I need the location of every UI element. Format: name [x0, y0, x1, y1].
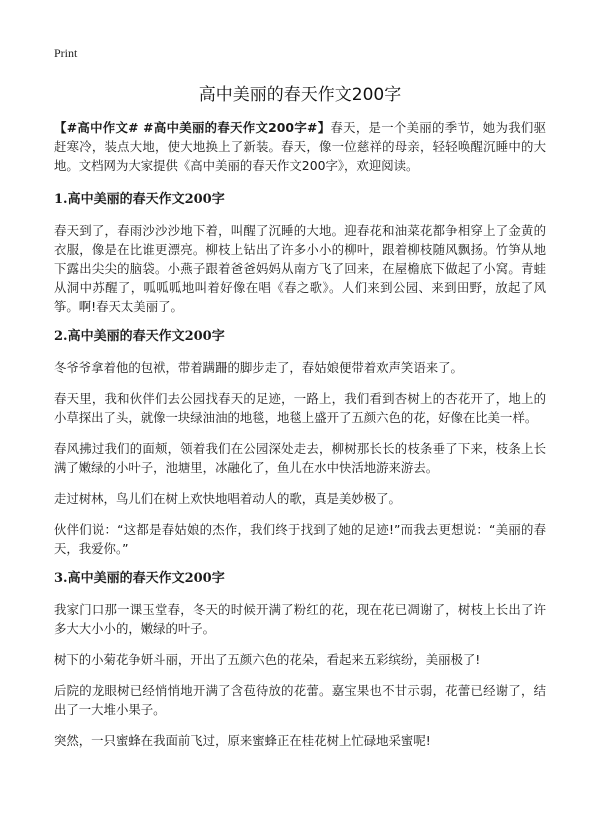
- section-heading: 1.高中美丽的春天作文200字: [54, 192, 225, 207]
- paragraph: 树下的小菊花争妍斗丽，开出了五颜六色的花朵，看起来五彩缤纷，美丽极了!: [54, 652, 481, 667]
- section-heading: 3.高中美丽的春天作文200字: [54, 571, 225, 586]
- paragraph: 走过树林，鸟儿们在树上欢快地唱着动人的歌，真是美妙极了。: [54, 491, 401, 506]
- intro-text: 春天，是一个美丽的季节，她为我们驱赶寒冷，装点大地，使大地换上了新装。春天，像一位慈祥的母亲，轻轻唤醒沉睡中的大地。文档网为大家提供《高中美丽的春天作文200字》，欢迎阅读。: [54, 120, 546, 173]
- intro-tag: 【#高中作文# #高中美丽的春天作文200字#】: [54, 120, 331, 135]
- print-link[interactable]: Print: [54, 46, 78, 60]
- paragraph: 我家门口那一课玉堂春，冬天的时候开满了粉红的花，现在花已凋谢了，树枝上长出了许多大大小小的，嫩绿的叶子。: [54, 602, 546, 636]
- paragraph: 后院的龙眼树已经悄悄地开满了含苞待放的花蕾。嘉宝果也不甘示弱，花蕾已经谢了，结出了一大堆小果子。: [54, 683, 546, 717]
- paragraph: 春天到了，春雨沙沙沙地下着，叫醒了沉睡的大地。迎春花和油菜花都争相穿上了金黄的衣服，像是在比谁更漂亮。柳枝上钻出了许多小小的柳叶，跟着柳枝随风飘扬。竹笋从地下露出尖尖的脑袋。小燕子跟着爸爸妈妈从南方飞了回来，在屋檐底下做起了小窝。青蛙从洞中苏醒了，呱呱呱地叫着好像在唱《春之歌》。人们来到公园、来到田野，放起了风筝。啊!春天太美丽了。: [54, 223, 546, 314]
- section-3: [54, 570, 546, 750]
- page-title: 高中美丽的春天作文200字: [198, 85, 402, 105]
- paragraph: 春风拂过我们的面颊，领着我们在公园深处走去，柳树那长长的枝条垂了下来，枝条上长满了嫩绿的小叶子，池塘里，冰融化了，鱼儿在水中快活地游来游去。: [54, 441, 546, 475]
- section-heading: 2.高中美丽的春天作文200字: [54, 329, 225, 344]
- intro-paragraph: [54, 118, 546, 175]
- paragraph: 伙伴们说：“这都是春姑娘的杰作，我们终于找到了她的足迹!”而我去更想说：“美丽的春天，我爱你。”: [54, 522, 546, 556]
- paragraph: 突然，一只蜜蜂在我面前飞过，原来蜜蜂正在桂花树上忙碌地采蜜呢!: [54, 733, 431, 748]
- article-body: [54, 118, 546, 762]
- section-1: [54, 191, 546, 316]
- paragraph: 春天里，我和伙伴们去公园找春天的足迹，一路上，我们看到杏树上的杏花开了，地上的小草探出了头，就像一块绿油油的地毯，地毯上盛开了五颜六色的花，好像在比美一样。: [54, 391, 546, 425]
- section-2: [54, 328, 546, 558]
- paragraph: 冬爷爷拿着他的包袱，带着蹒跚的脚步走了，春姑娘便带着欢声笑语来了。: [54, 360, 463, 375]
